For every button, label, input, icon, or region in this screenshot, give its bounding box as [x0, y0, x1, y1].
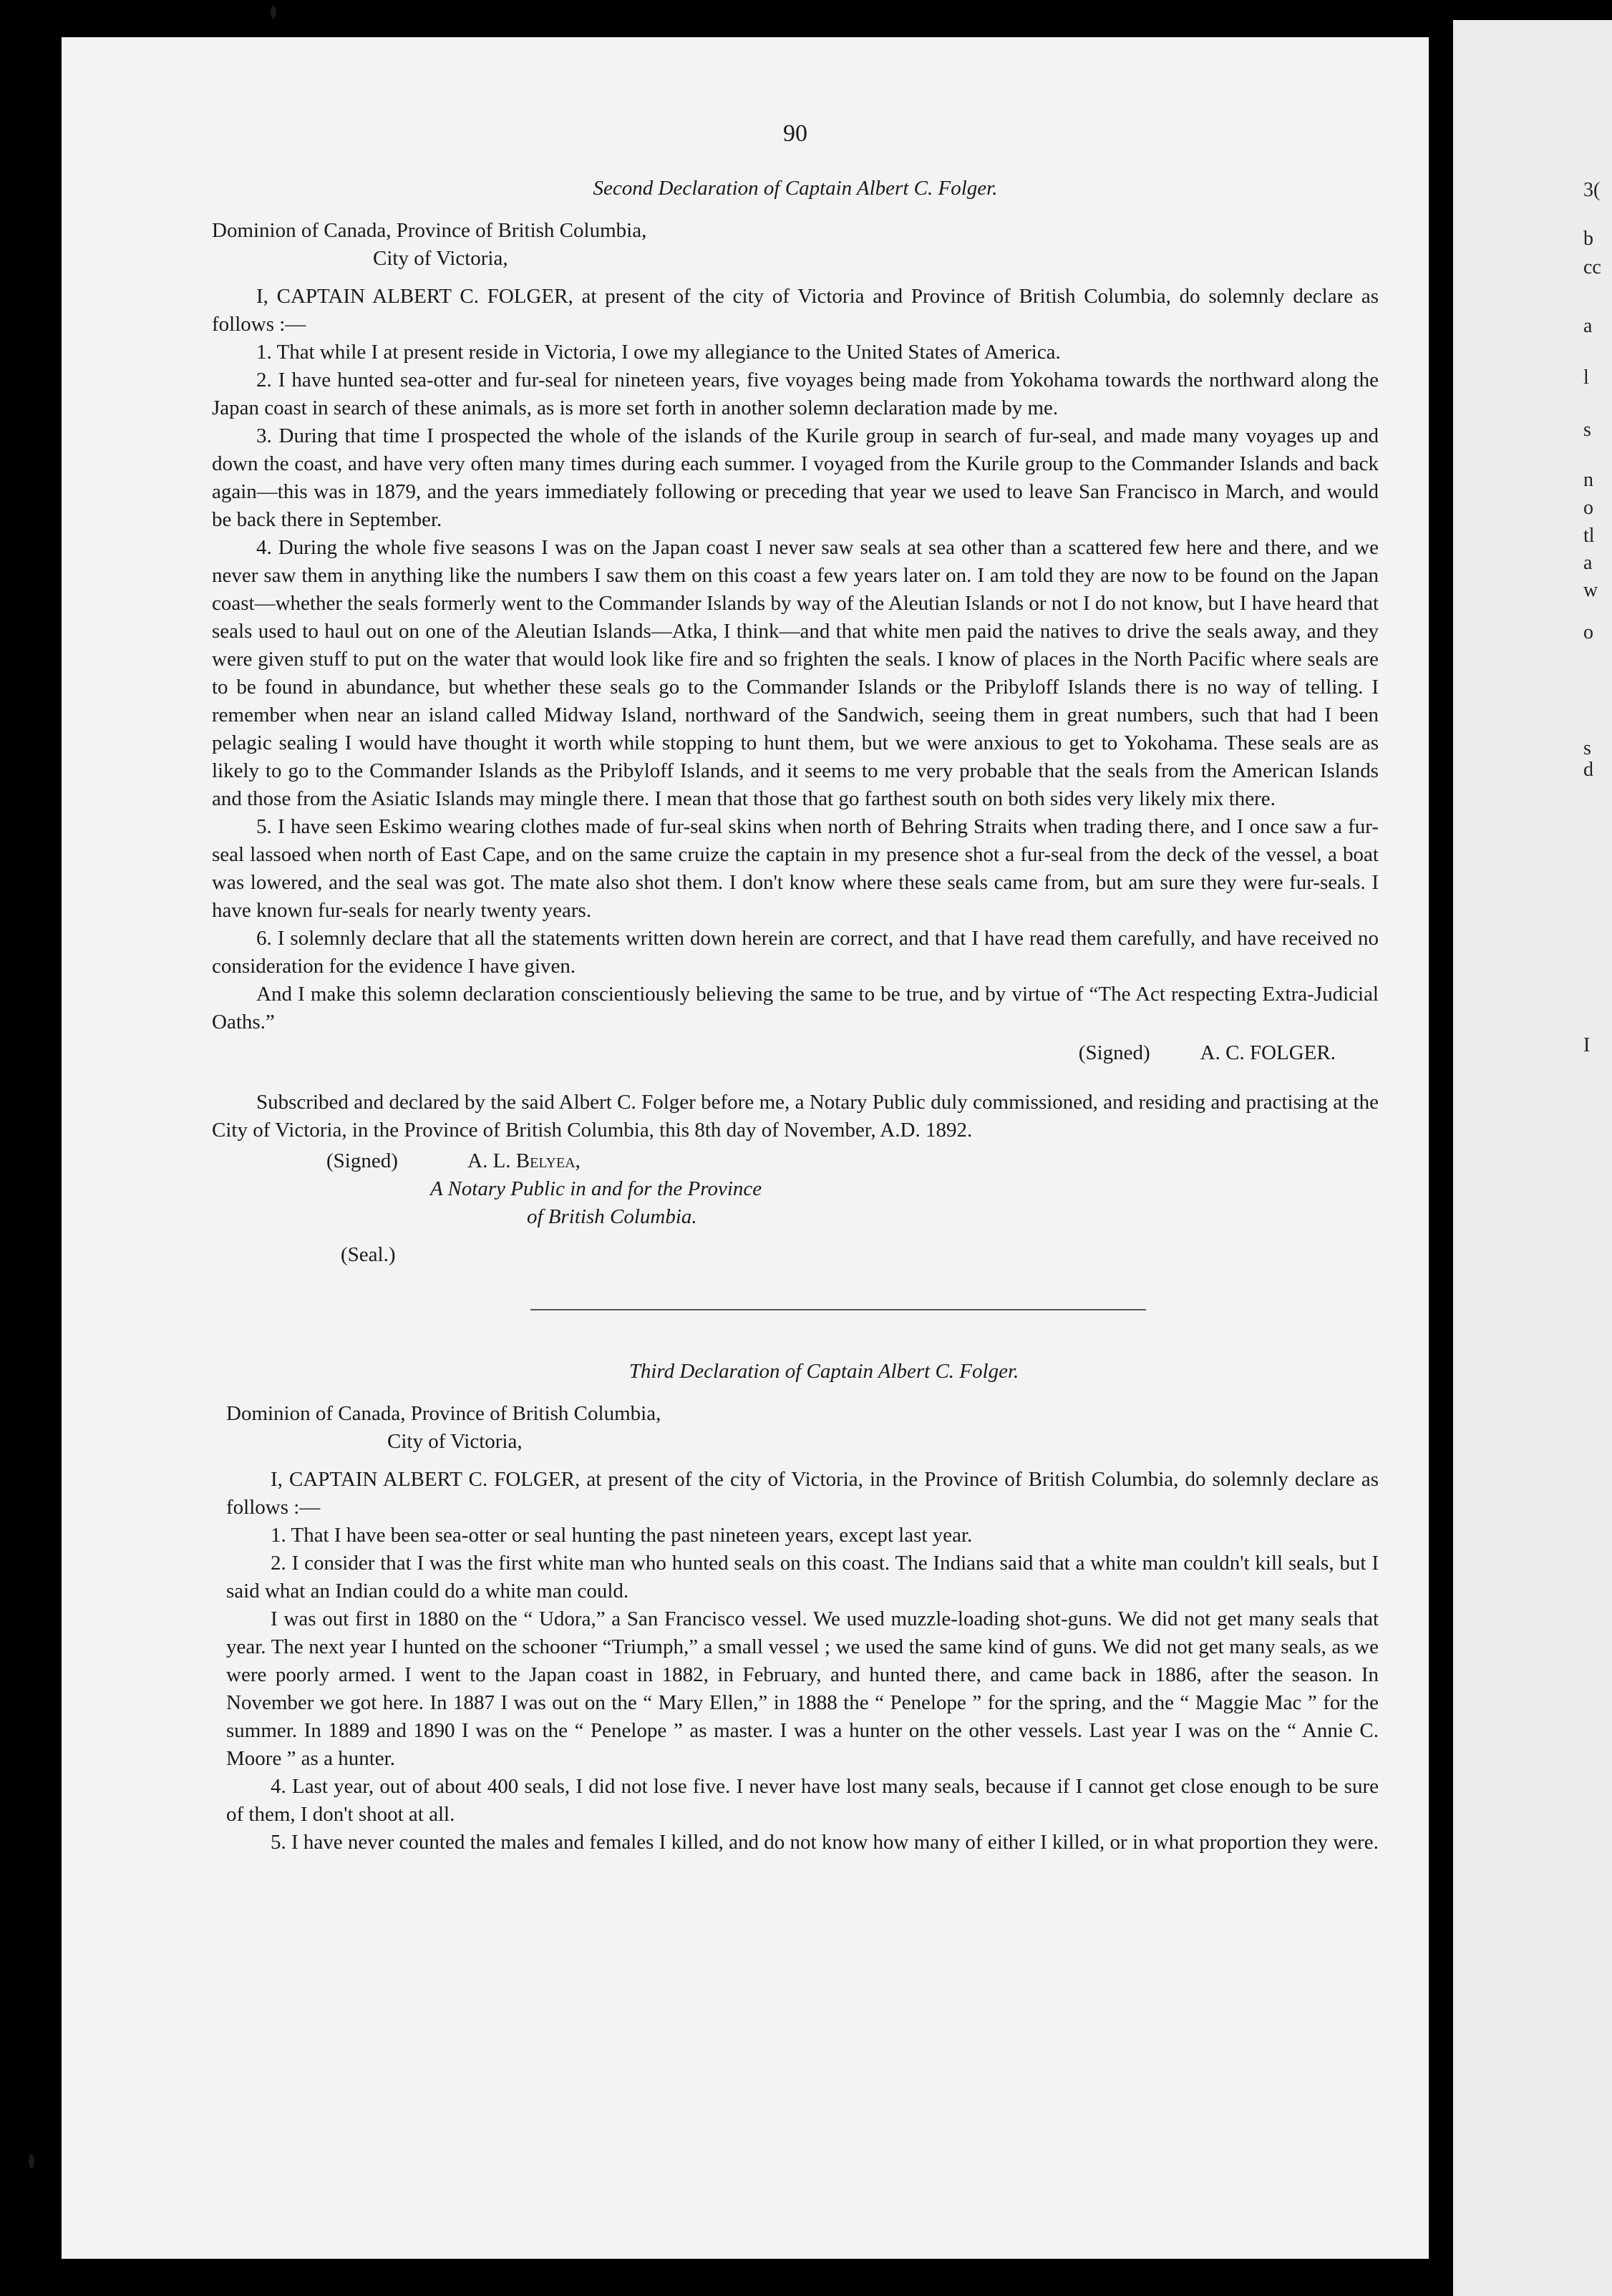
facing-fragment: a: [1583, 552, 1593, 574]
facing-fragment: I: [1583, 1034, 1591, 1056]
paragraph: 4. Last year, out of about 400 seals, I did not lose five. I never have lost many seals, because if I cannot get close enough to be sure of them, I don't shoot at all.: [226, 1775, 1379, 1826]
venue-line: Dominion of Canada, Province of British Columbia,: [226, 1402, 661, 1425]
facing-fragment: d: [1583, 759, 1593, 781]
facing-fragment: l: [1583, 366, 1589, 389]
scan-speck: [29, 2154, 34, 2169]
facing-fragment: a: [1583, 315, 1593, 337]
section-heading: Second Declaration of Captain Albert C. Folger.: [593, 177, 998, 200]
paragraph: 4. During the whole five seasons I was on the Japan coast I never saw seals at sea other than a scattered few here and there, and we never saw them in anything like the numbers I saw them on this coast a few years later on. I am told they are now to be found on the Japan coast—whether the seals formerly went to the Commander Islands by way of the Aleutian Islands or not I do not know, but I have heard that seals used to haul out on one of the Aleutian Islands—Atka, I think—and that white men paid the natives to drive the seals away, and they were given stuff to put on the water that would look like fire and so frighten the seals. I know of places in the North Pacific where seals are to be found in abundance, but whether these seals go to the Commander Islands or the Pribyloff Islands there is no way of telling. I remember when near an island called Midway Island, northward of the Sandwich, seeing them in great numbers, such that had I been pelagic sealing I would have thought it worth while stopping to hunt them, but we were anxious to get to Yokohama. These seals are as likely to go to the Commander Islands as the Pribyloff Islands, and it seems to me very probable that the seals from the American Islands and those from the Asiatic Islands may mingle there. I mean that those that go farthest south on both sides very likely mix there.: [212, 536, 1379, 810]
page-number: 90: [783, 120, 807, 147]
facing-fragment: b: [1583, 228, 1593, 250]
notary-title: A Notary Public in and for the Province: [430, 1177, 762, 1200]
facing-fragment: 3(: [1583, 179, 1601, 201]
facing-fragment: cc: [1583, 256, 1601, 278]
paragraph: 1. That while I at present reside in Victoria, I owe my allegiance to the United States of America.: [256, 341, 1061, 364]
section-heading: Third Declaration of Captain Albert C. Folger.: [628, 1360, 1019, 1383]
subscribed-text: Subscribed and declared by the said Albert C. Folger before me, a Notary Public duly commissioned, and residing and practising at the City of Victoria, in the Province of British Columbia, this 8th day of November, A.D. 1892.: [212, 1091, 1379, 1142]
paragraph: 3. During that time I prospected the whole of the islands of the Kurile group in search of fur-seal, and made many voyages up and down the coast, and have very often many times during each summer. I voyaged from the Kurile group to the Commander Islands and back again—this was in 1879, and the years immediately following or preceding that year we used to leave San Francisco in March, and would be back there in September.: [212, 424, 1379, 531]
facing-fragment: s: [1583, 737, 1591, 759]
signer-name: A. C. FOLGER.: [1200, 1041, 1336, 1064]
section-divider: [530, 1309, 1146, 1310]
paragraph: 5. I have seen Eskimo wearing clothes made of fur-seal skins when north of Behring Straits when trading there, and I once saw a fur-seal lassoed when north of East Cape, and on the same cruize the captain in my presence shot a fur-seal from the deck of the vessel, a boat was lowered, and the seal was got. The mate also shot them. I don't know where these seals came from, but am sure they were fur-seals. I have known fur-seals for nearly twenty years.: [212, 815, 1379, 922]
signed-label: (Signed): [1078, 1041, 1150, 1064]
paragraph: 1. That I have been sea-otter or seal hunting the past nineteen years, except last year.: [271, 1524, 973, 1547]
notary-signed-label: (Signed): [326, 1149, 398, 1172]
facing-fragment: o: [1583, 497, 1593, 519]
facing-fragment: n: [1583, 469, 1593, 491]
venue-line: City of Victoria,: [373, 247, 508, 270]
page-content: [212, 120, 1379, 1857]
facing-fragment: s: [1583, 419, 1591, 441]
paragraph: I was out first in 1880 on the “ Udora,” a San Francisco vessel. We used muzzle-loading shot-guns. We did not get many seals that year. The next year I hunted on the schooner “Triumph,” a small vessel ; we used the same kind of guns. We did not get many seals, as we were poorly armed. I went to the Japan coast in 1882, in February, and hunted there, and came back in 1886, after the season. In November we got here. In 1887 I was out on the “ Mary Ellen,” in 1888 the “ Penelope ” for the spring, and the “ Maggie Mac ” for the summer. In 1889 and 1890 I was on the “ Penelope ” as master. I was a hunter on the other vessels. Last year I was on the “ Annie C. Moore ” as a hunter.: [226, 1607, 1379, 1770]
paragraph: 2. I have hunted sea-otter and fur-seal for nineteen years, five voyages being made from Yokohama towards the northward along the Japan coast in search of these animals, as is more set forth in another solemn declaration made by me.: [212, 369, 1379, 419]
notary-title: of British Columbia.: [527, 1205, 697, 1228]
venue-line: Dominion of Canada, Province of British Columbia,: [212, 219, 647, 242]
facing-fragment: w: [1583, 579, 1598, 601]
venue-line: City of Victoria,: [387, 1430, 523, 1453]
signature-line: [212, 1039, 1379, 1067]
paragraph: 5. I have never counted the males and females I killed, and do not know how many of either I killed, or in what proportion they were.: [271, 1831, 1379, 1854]
paragraph: 6. I solemnly declare that all the statements written down herein are correct, and that I have read them carefully, and have received no consideration for the evidence I have given.: [212, 927, 1379, 978]
facing-page-edge: [1453, 20, 1612, 2296]
facing-fragment: o: [1583, 621, 1593, 643]
facing-fragment: tl: [1583, 525, 1595, 547]
paragraph: 2. I consider that I was the first white man who hunted seals on this coast. The Indians said that a white man couldn't kill seals, but I said what an Indian could do a white man could.: [226, 1552, 1379, 1602]
second-declaration: [212, 175, 1379, 1269]
paragraph: I, CAPTAIN ALBERT C. FOLGER, at present of the city of Victoria, in the Province of British Columbia, do solemnly declare as follows :—: [226, 1468, 1379, 1519]
paragraph: And I make this solemn declaration conscientiously believing the same to be true, and by virtue of “The Act respecting Extra-Judicial Oaths.”: [212, 983, 1379, 1033]
notary-name: A. L. Belyea,: [467, 1149, 581, 1172]
notary-block: [212, 1147, 1379, 1269]
scan-speck: [271, 6, 276, 19]
paragraph: I, CAPTAIN ALBERT C. FOLGER, at present of the city of Victoria and Province of British Columbia, do solemnly declare as follows :—: [212, 285, 1379, 336]
seal-label: (Seal.): [341, 1243, 396, 1266]
third-declaration: [226, 1358, 1379, 1857]
notary-signature: [212, 1147, 1379, 1175]
document-page: [62, 37, 1429, 2259]
